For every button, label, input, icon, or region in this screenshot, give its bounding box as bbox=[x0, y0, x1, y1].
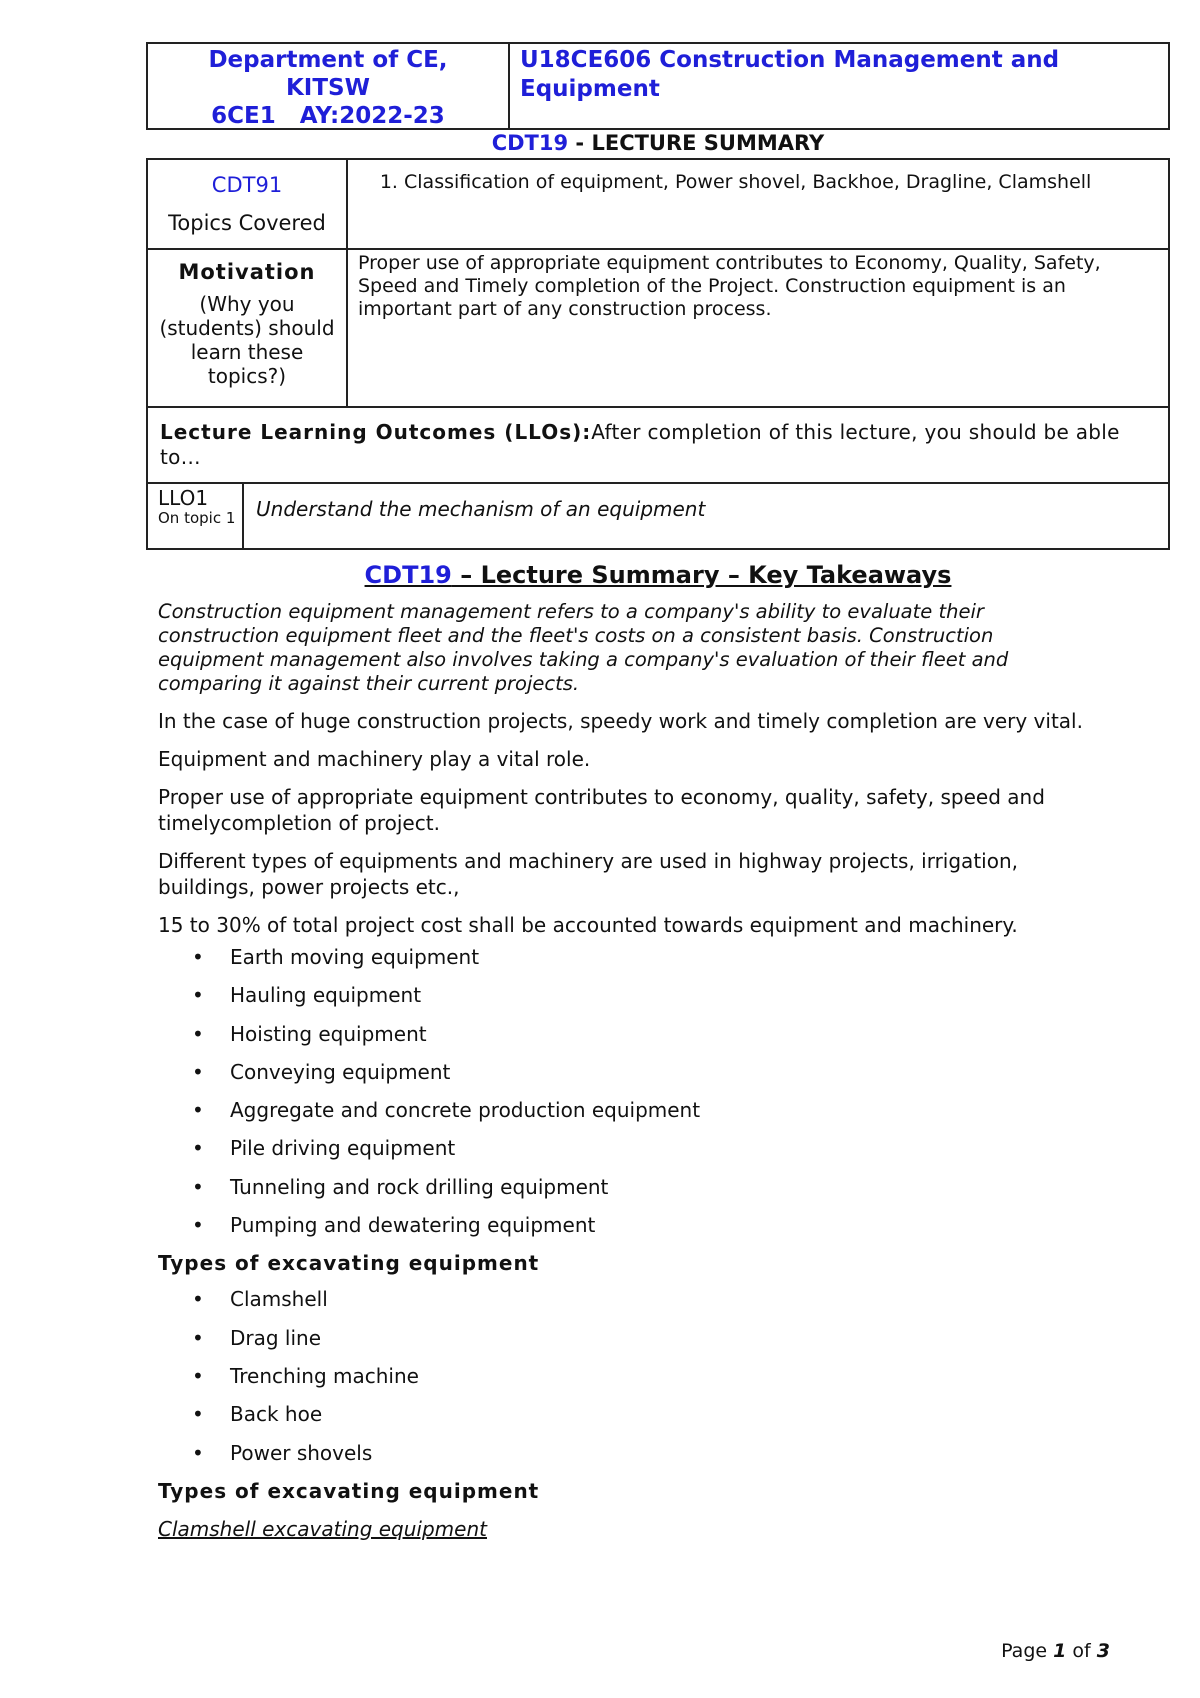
takeaways-body bbox=[158, 600, 1098, 1542]
llo1-row bbox=[148, 484, 1168, 548]
list-item bbox=[158, 1097, 1098, 1123]
llo-intro bbox=[160, 420, 1148, 470]
llo-on-topic: On topic 1 bbox=[158, 509, 236, 527]
list-item-text: Aggregate and concrete production equipment bbox=[230, 1098, 701, 1123]
excavating-types-list bbox=[158, 1286, 1098, 1465]
of-word: of bbox=[1066, 1640, 1097, 1662]
llo-intro-row bbox=[148, 408, 1168, 484]
llo-code: LLO1 bbox=[158, 486, 209, 510]
motivation-row bbox=[148, 250, 1168, 408]
llo-intro-text: After completion of this lecture, you should be able to… bbox=[160, 420, 1120, 469]
page-word: Page bbox=[1001, 1640, 1054, 1662]
intro-paragraph: Construction equipment management refers to a company's ability to evaluate their construction equipment fleet and the fleet's costs on a consistent basis. Construction equipment management also involves taking a company's evaluation of their fleet and comparing it against their current projects. bbox=[158, 600, 1009, 695]
course-title: U18CE606 Construction Management and Equipment bbox=[520, 47, 1060, 102]
list-item bbox=[158, 1135, 1098, 1161]
motivation-text: Proper use of appropriate equipment contributes to Economy, Quality, Safety, Speed and Timely completion of the Project. Construction equipment is an important part of any construction process. bbox=[358, 252, 1101, 320]
topics-label-cell bbox=[148, 160, 348, 248]
bullet-icon: • bbox=[192, 1136, 204, 1161]
list-item bbox=[158, 1286, 1098, 1312]
bullet-icon: • bbox=[192, 1059, 204, 1084]
list-item bbox=[158, 1401, 1098, 1427]
list-item bbox=[158, 1363, 1098, 1389]
motivation-label-cell bbox=[148, 250, 348, 406]
bullet-icon: • bbox=[192, 1440, 204, 1465]
department-line-2: KITSW bbox=[285, 75, 370, 101]
body-paragraph: Equipment and machinery play a vital role. bbox=[158, 747, 591, 771]
list-item-text: Drag line bbox=[230, 1325, 322, 1350]
department-line-3: 6CE1 AY:2022-23 bbox=[211, 103, 445, 129]
body-paragraph: In the case of huge construction projects, speedy work and timely completion are very vital. bbox=[158, 709, 1083, 733]
page-total: 3 bbox=[1096, 1640, 1110, 1662]
summary-title-text: - LECTURE SUMMARY bbox=[568, 131, 825, 155]
clamshell-subheading: Clamshell excavating equipment bbox=[158, 1516, 487, 1541]
lecture-summary-title bbox=[146, 130, 1170, 156]
list-item-text: Conveying equipment bbox=[230, 1059, 451, 1084]
list-item bbox=[158, 1059, 1098, 1085]
summary-table bbox=[146, 158, 1170, 550]
topics-list bbox=[358, 170, 1160, 194]
list-item-text: Pumping and dewatering equipment bbox=[230, 1213, 596, 1238]
bullet-icon: • bbox=[192, 1287, 204, 1312]
llo-heading: Lecture Learning Outcomes (LLOs): bbox=[160, 420, 592, 444]
topics-row bbox=[148, 160, 1168, 250]
excavating-heading-1: Types of excavating equipment bbox=[158, 1251, 540, 1276]
body-paragraph: Proper use of appropriate equipment contributes to economy, quality, safety, speed and timelycompletion of project. bbox=[158, 785, 1045, 835]
page-footer bbox=[1001, 1640, 1110, 1662]
bullet-icon: • bbox=[192, 945, 204, 969]
key-takeaways-title bbox=[146, 560, 1170, 590]
list-item bbox=[158, 1174, 1098, 1200]
list-item-text: Earth moving equipment bbox=[230, 945, 480, 969]
page-number: 1 bbox=[1053, 1640, 1067, 1662]
bullet-icon: • bbox=[192, 1098, 204, 1123]
list-item bbox=[158, 982, 1098, 1008]
list-item-text: Clamshell bbox=[230, 1287, 328, 1312]
equipment-types-list bbox=[158, 944, 1098, 1238]
department-cell bbox=[148, 44, 510, 128]
list-item bbox=[158, 1021, 1098, 1047]
bullet-icon: • bbox=[192, 1402, 204, 1427]
llo1-label-cell bbox=[148, 484, 244, 548]
motivation-subheading: (Why you (students) should learn these topics?) bbox=[159, 292, 335, 388]
excavating-heading-2: Types of excavating equipment bbox=[158, 1478, 540, 1503]
list-item-text: Trenching machine bbox=[230, 1363, 419, 1388]
motivation-heading: Motivation bbox=[178, 260, 316, 284]
list-item-text: Back hoe bbox=[230, 1402, 323, 1427]
list-item-text: Pile driving equipment bbox=[230, 1136, 456, 1161]
department-line-1: Department of CE, bbox=[208, 47, 448, 73]
list-item-text: Hauling equipment bbox=[230, 983, 422, 1008]
topics-covered-label: Topics Covered bbox=[168, 211, 326, 235]
summary-code: CDT19 bbox=[491, 131, 569, 155]
takeaways-code: CDT19 bbox=[364, 561, 452, 589]
list-item bbox=[158, 1325, 1098, 1351]
bullet-icon: • bbox=[192, 1363, 204, 1388]
list-item-text: Tunneling and rock drilling equipment bbox=[230, 1174, 609, 1199]
llo1-text: Understand the mechanism of an equipment bbox=[256, 497, 706, 521]
topic-code: CDT91 bbox=[211, 173, 283, 197]
body-paragraph: Different types of equipments and machinery are used in highway projects, irrigation, buildings, power projects etc., bbox=[158, 849, 1018, 899]
list-item bbox=[158, 944, 1098, 970]
list-item-text: Power shovels bbox=[230, 1440, 373, 1465]
bullet-icon: • bbox=[192, 1021, 204, 1046]
body-paragraph: 15 to 30% of total project cost shall be accounted towards equipment and machinery. bbox=[158, 913, 1018, 937]
topic-item: 1. Classification of equipment, Power shovel, Backhoe, Dragline, Clamshell bbox=[404, 170, 1160, 194]
topics-cell bbox=[350, 160, 1168, 248]
header-table bbox=[146, 42, 1170, 130]
list-item bbox=[158, 1212, 1098, 1238]
takeaways-title-text: – Lecture Summary – Key Takeaways bbox=[451, 561, 952, 589]
llo1-text-cell bbox=[246, 484, 1168, 548]
list-item-text: Hoisting equipment bbox=[230, 1021, 427, 1046]
bullet-icon: • bbox=[192, 983, 204, 1008]
list-item bbox=[158, 1440, 1098, 1466]
bullet-icon: • bbox=[192, 1174, 204, 1199]
bullet-icon: • bbox=[192, 1325, 204, 1350]
bullet-icon: • bbox=[192, 1213, 204, 1238]
